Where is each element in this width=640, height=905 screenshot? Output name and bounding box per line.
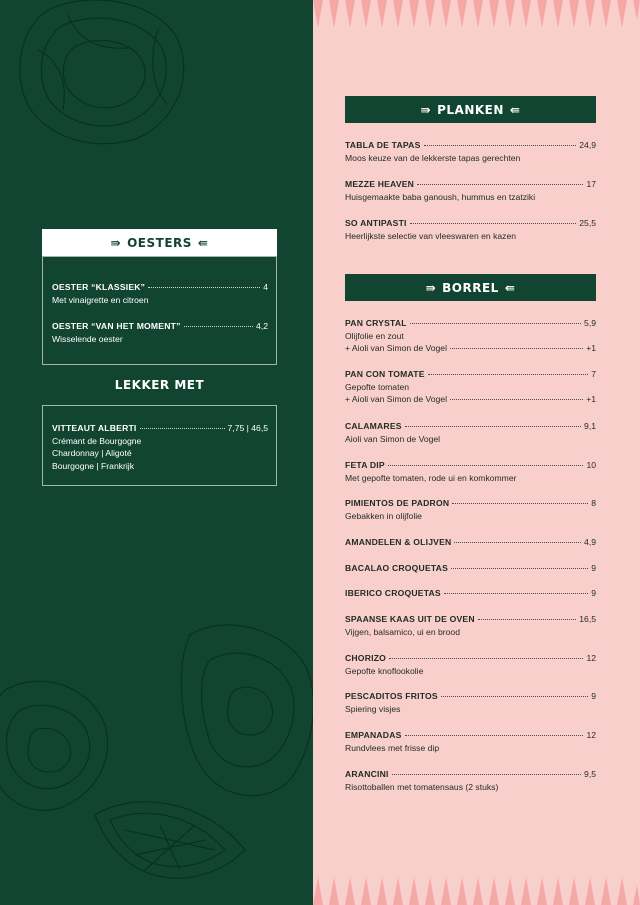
menu-item (52, 422, 268, 472)
lekker-met-title: LEKKER MET (114, 378, 205, 392)
item-name: PAN CON TOMATE (345, 369, 425, 379)
item-name: SO ANTIPASTI (345, 218, 407, 228)
item-description: Bourgogne | Frankrijk (52, 460, 135, 471)
dot-leader (441, 696, 588, 697)
item-name: PAN CRYSTAL (345, 318, 407, 328)
item-price: 4,9 (584, 537, 596, 547)
menu-item (52, 320, 268, 345)
item-name: MEZZE HEAVEN (345, 179, 415, 189)
item-price: 16,5 (579, 614, 596, 624)
oesters-header (42, 229, 277, 256)
item-price: 24,9 (579, 140, 596, 150)
menu-item (345, 536, 596, 549)
dot-leader (410, 223, 577, 224)
item-price: 8 (591, 498, 596, 508)
item-description: Vijgen, balsamico, ui en brood (345, 626, 460, 637)
menu-item (345, 652, 596, 677)
item-description: Met vinaigrette en citroen (52, 294, 149, 305)
item-description: Spiering visjes (345, 703, 401, 714)
menu-item (345, 420, 596, 445)
item-description: Heerlijkste selectie van vleeswaren en kazen (345, 230, 517, 241)
item-description: Aioli van Simon de Vogel (345, 433, 441, 444)
menu-item (345, 317, 596, 355)
menu-item (345, 459, 596, 484)
dot-leader (184, 326, 253, 327)
item-description: Rundvlees met frisse dip (345, 742, 440, 753)
oyster-illustration-top (8, 0, 193, 150)
menu-item (345, 178, 596, 203)
menu-item (345, 368, 596, 406)
planken-header (345, 96, 596, 123)
menu-item (345, 613, 596, 638)
dot-leader (454, 542, 581, 543)
left-panel (0, 0, 313, 905)
arrow-left-icon: ⇚ (197, 235, 209, 250)
item-price: 4 (263, 282, 268, 292)
dot-leader (417, 184, 583, 185)
item-description: Gebakken in olijfolie (345, 510, 422, 521)
arrow-left-icon: ⇚ (509, 102, 521, 117)
item-name: AMANDELEN & OLIJVEN (345, 537, 452, 547)
item-description: Huisgemaakte baba ganoush, hummus en tzatziki (345, 191, 536, 202)
menu-item (345, 217, 596, 242)
dot-leader (450, 399, 583, 400)
dot-leader (405, 735, 584, 736)
item-name: PESCADITOS FRITOS (345, 691, 438, 701)
item-extra: + Aioli van Simon de Vogel (345, 394, 447, 404)
item-name: BACALAO CROQUETAS (345, 563, 449, 573)
dot-leader (389, 658, 583, 659)
planken-title: PLANKEN (437, 102, 504, 117)
item-description: Risottoballen met tomatensaus (2 stuks) (345, 781, 499, 792)
item-extra-price: +1 (586, 343, 596, 353)
item-price: 5,9 (584, 318, 596, 328)
menu-item (345, 729, 596, 754)
dot-leader (452, 503, 588, 504)
oyster-illustration-bottom-left (0, 670, 115, 815)
arrow-right-icon: ⇛ (425, 280, 437, 295)
item-description: Moos keuze van de lekkerste tapas gerechten (345, 152, 521, 163)
item-name: OESTER “VAN HET MOMENT” (52, 321, 181, 331)
item-price: 4,2 (256, 321, 268, 331)
oesters-box (42, 256, 277, 365)
menu-item (345, 768, 596, 793)
item-price: 9 (591, 563, 596, 573)
item-name: EMPANADAS (345, 730, 402, 740)
item-description: Crémant de Bourgogne (52, 435, 142, 446)
item-description: Gepofte tomaten (345, 381, 410, 392)
item-name: TABLA DE TAPAS (345, 140, 421, 150)
item-description: Met gepofte tomaten, rode ui en komkommer (345, 472, 517, 483)
item-extra-price: +1 (586, 394, 596, 404)
dot-leader (410, 323, 581, 324)
dot-leader (392, 774, 581, 775)
item-price: 9 (591, 691, 596, 701)
item-price: 25,5 (579, 218, 596, 228)
menu-item (345, 690, 596, 715)
item-price: 10 (586, 460, 596, 470)
zigzag-border-bottom (313, 875, 640, 905)
item-price: 7 (591, 369, 596, 379)
item-description: Chardonnay | Aligoté (52, 448, 132, 458)
dot-leader (140, 428, 225, 429)
item-name: IBERICO CROQUETAS (345, 588, 441, 598)
item-price: 17 (586, 179, 596, 189)
item-name: OESTER “KLASSIEK” (52, 282, 146, 292)
item-description: Gepofte knoflookolie (345, 665, 424, 676)
item-extra: + Aioli van Simon de Vogel (345, 343, 447, 353)
menu-item (345, 562, 596, 575)
menu-item (345, 497, 596, 522)
arrow-right-icon: ⇛ (420, 102, 432, 117)
arrow-left-icon: ⇚ (504, 280, 516, 295)
dot-leader (444, 593, 588, 594)
item-name: SPAANSE KAAS UIT DE OVEN (345, 614, 475, 624)
borrel-header (345, 274, 596, 301)
dot-leader (405, 426, 581, 427)
menu-item (52, 281, 268, 306)
item-description: Olijfolie en zout (345, 330, 404, 341)
item-price: 9 (591, 588, 596, 598)
dot-leader (451, 568, 588, 569)
dot-leader (428, 374, 589, 375)
oyster-illustration-bottom-right (180, 615, 313, 805)
item-name: CHORIZO (345, 653, 387, 663)
item-price: 12 (586, 653, 596, 663)
dot-leader (388, 465, 584, 466)
oesters-title: OESTERS (127, 235, 192, 250)
zigzag-border-top (313, 0, 640, 30)
lemon-slice-illustration (85, 795, 255, 895)
item-name: ARANCINI (345, 769, 389, 779)
item-price: 12 (586, 730, 596, 740)
item-name: VITTEAUT ALBERTI (52, 423, 137, 433)
item-price: 7,75 | 46,5 (227, 423, 268, 433)
item-price: 9,1 (584, 421, 596, 431)
item-name: CALAMARES (345, 421, 402, 431)
dot-leader (148, 287, 260, 288)
dot-leader (424, 145, 577, 146)
item-description: Wisselende oester (52, 333, 123, 344)
item-name: PIMIENTOS DE PADRON (345, 498, 450, 508)
arrow-right-icon: ⇛ (110, 235, 122, 250)
item-name: FETA DIP (345, 460, 385, 470)
dot-leader (478, 619, 577, 620)
menu-item (345, 139, 596, 164)
menu-item (345, 587, 596, 600)
borrel-title: BORREL (442, 280, 499, 295)
right-panel (313, 0, 640, 905)
item-price: 9,5 (584, 769, 596, 779)
dot-leader (450, 348, 583, 349)
